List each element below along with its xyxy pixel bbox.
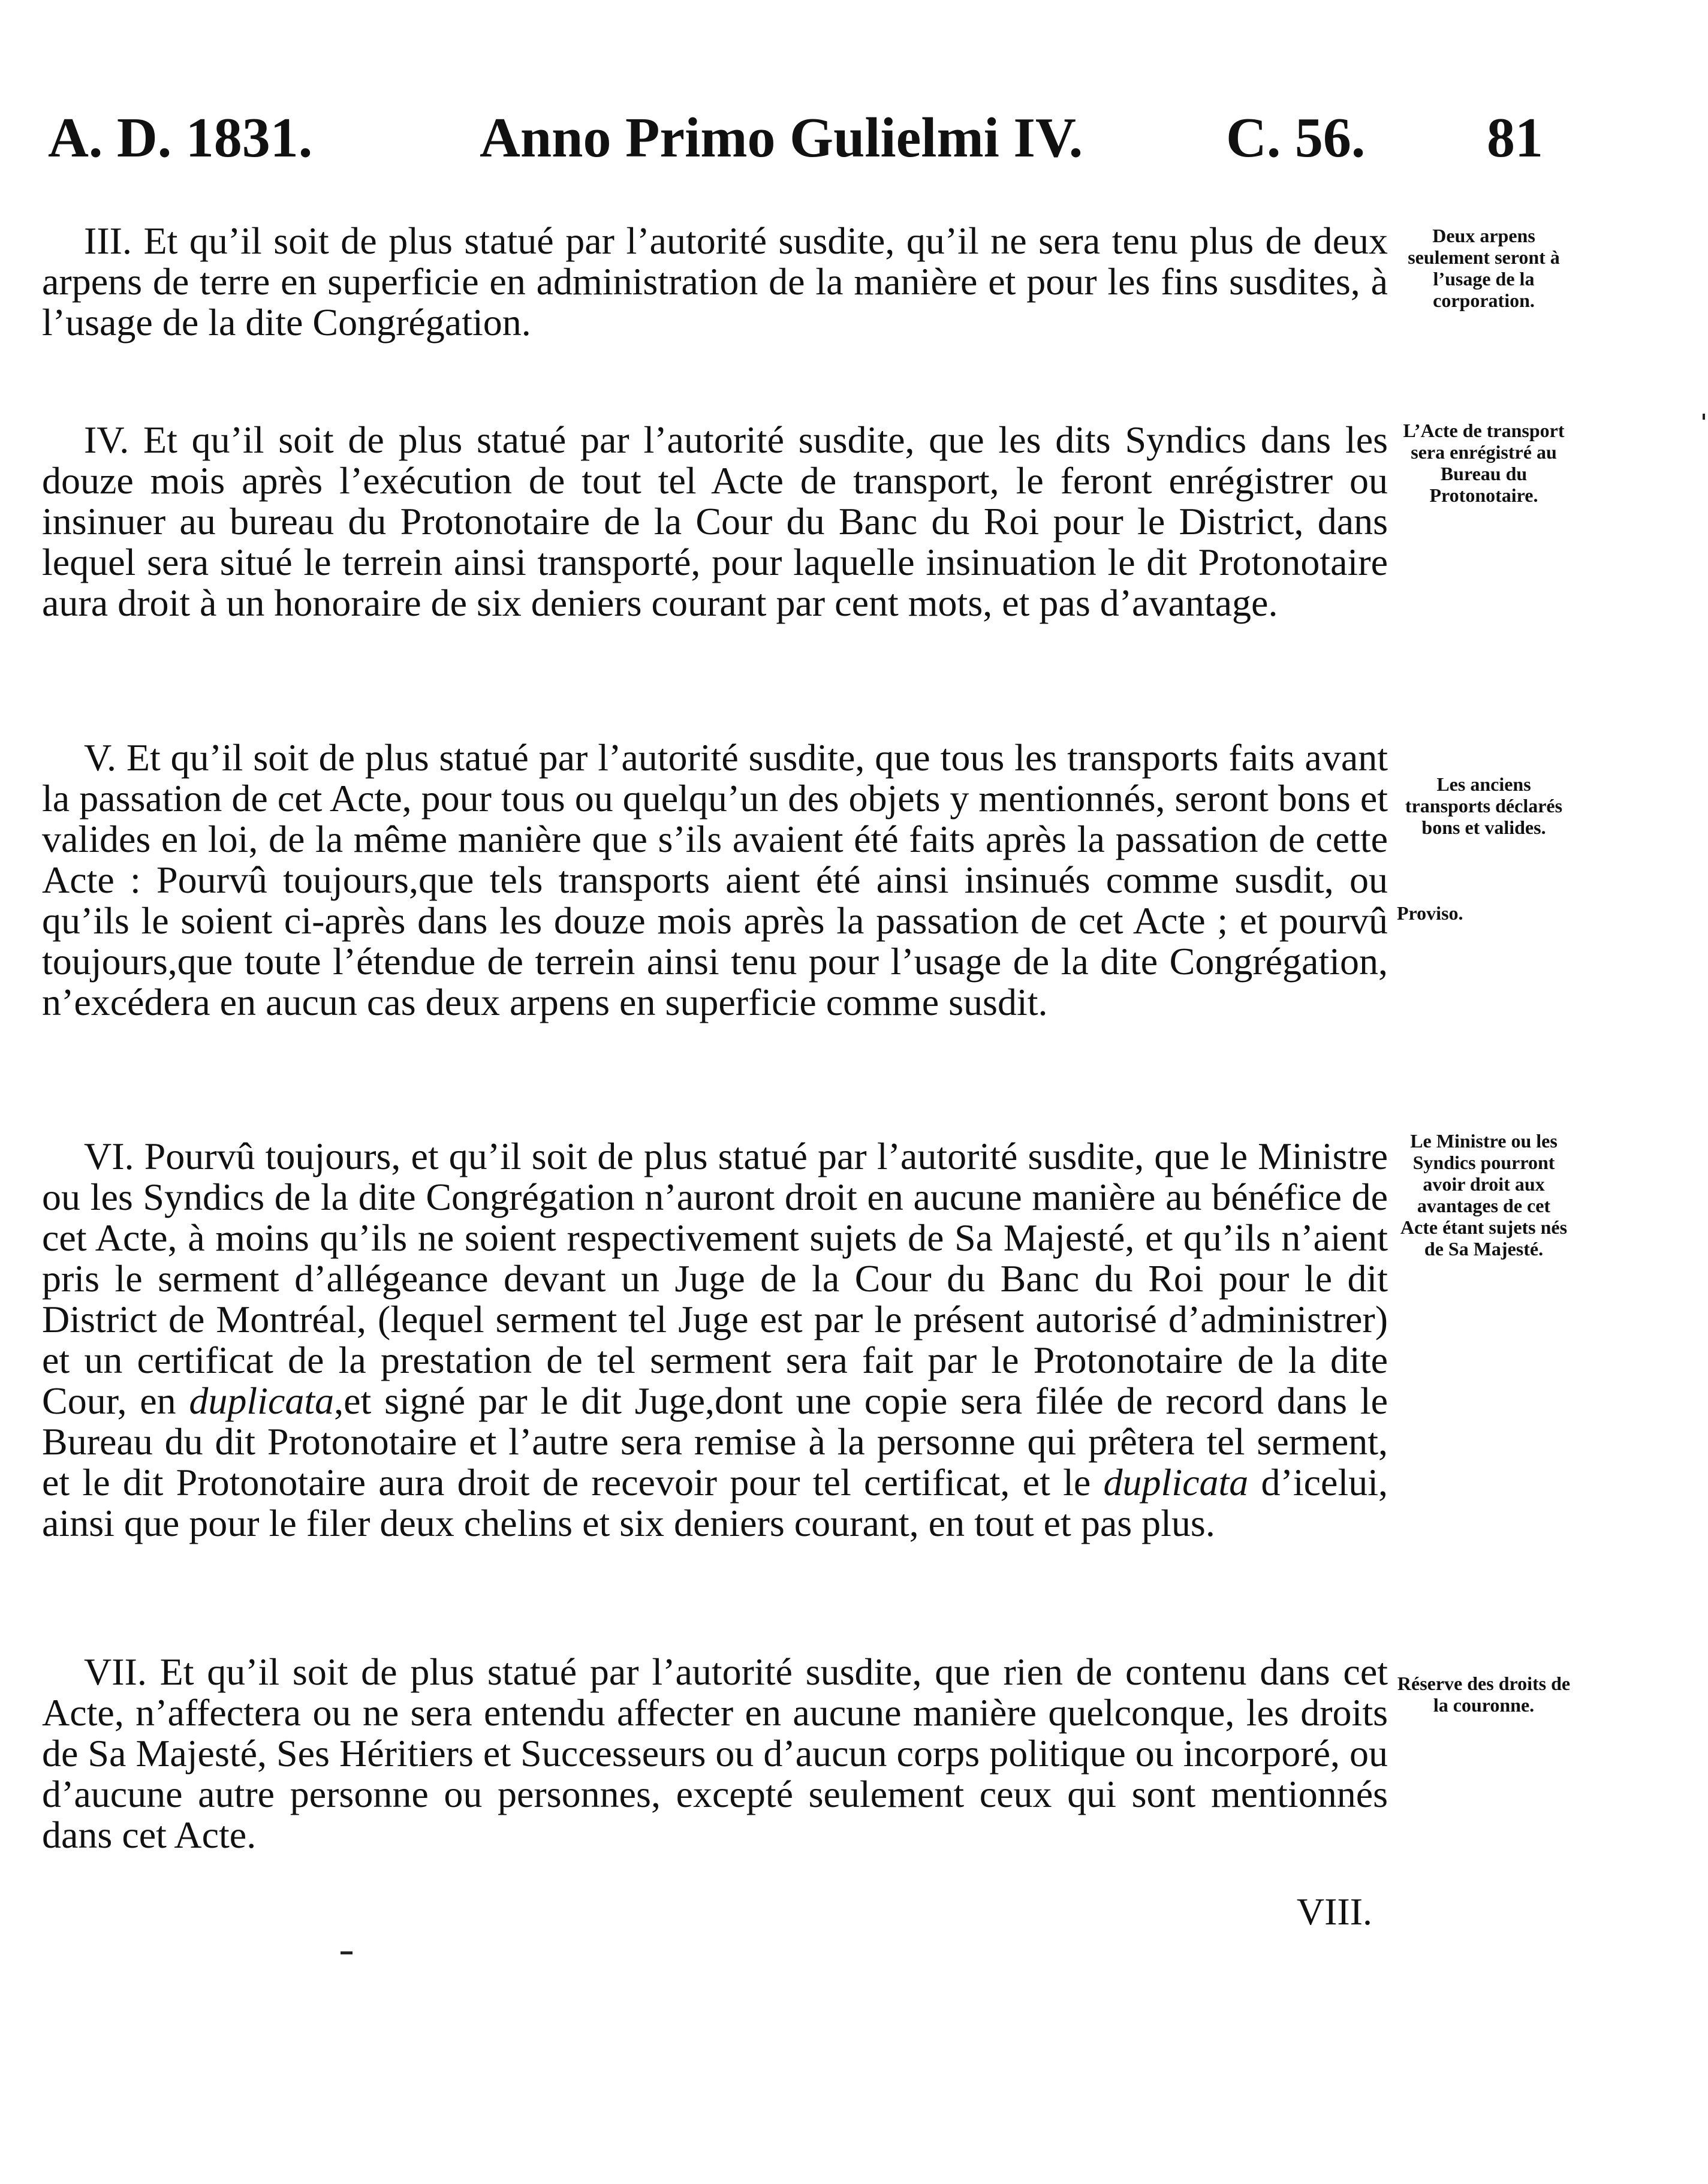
margin-note-vii: Réserve des droits de la couronne. xyxy=(1397,1673,1571,1716)
section-number: III. xyxy=(84,219,132,262)
margin-note-proviso: Proviso. xyxy=(1397,902,1463,924)
section-text-part: d’icelui, ainsi que pour le filer deux chelins et six deniers courant, en tout et pas plus. xyxy=(42,1461,1388,1544)
header-title: Anno Primo Gulielmi IV. xyxy=(480,107,1083,169)
section-text-part: ,et signé par le dit Juge,dont une copie sera filée de record dans le Bureau du dit Protonotaire et l’autre sera remise à la personne qui prêtera tel serment, et le dit Protonotaire aura droit de recevoir pour tel certificat, et le xyxy=(42,1379,1388,1504)
header-chapter: C. 56. xyxy=(1226,107,1366,169)
section-vii xyxy=(42,1652,1388,1855)
catchword: VIII. xyxy=(1296,1890,1372,1933)
section-v xyxy=(42,737,1388,1023)
italic-term: duplicata xyxy=(1103,1461,1249,1504)
section-number: VII. xyxy=(84,1650,147,1693)
section-text: Et qu’il soit de plus statué par l’autorité susdite, que les dits Syndics dans les douze mois après l’exécution de tout tel Acte de transport, le feront enrégistrer ou insinuer au bureau du Protonotaire de la Cour du Banc du Roi pour le District, dans lequel sera situé le terrein ainsi transporté, pour laquelle insinuation le dit Protonotaire aura droit à un honoraire de six deniers courant par cent mots, et pas d’avantage. xyxy=(42,418,1388,624)
running-header xyxy=(48,99,1607,177)
section-paragraph xyxy=(42,420,1388,623)
section-paragraph xyxy=(42,737,1388,1023)
section-iii xyxy=(42,221,1388,343)
section-number: V. xyxy=(84,736,116,779)
page-number: 81 xyxy=(1487,107,1543,169)
print-mark xyxy=(341,1951,353,1954)
section-iv xyxy=(42,420,1388,623)
section-text: Et qu’il soit de plus statué par l’autorité susdite, que tous les transports faits avant la passation de cet Acte, pour tous ou quelqu’un des objets y mentionnés, seront bons et valides en loi, de la même manière que s’ils avaient été faits après la passation de cette Acte : Pourvû toujours,que tels transports aient été ainsi insinués comme susdit, ou qu’ils le soient ci-après dans les douze mois après la passation de cet Acte ; et pourvû toujours,que toute l’étendue de terrein ainsi tenu pour l’usage de la dite Congrégation, n’excédera en aucun cas deux arpens en superficie comme susdit. xyxy=(42,736,1388,1023)
margin-note-iv: L’Acte de transport sera enrégistré au Bureau du Protonotaire. xyxy=(1403,420,1565,506)
section-paragraph xyxy=(42,1136,1388,1544)
print-mark xyxy=(1703,414,1705,420)
section-text-part: Pourvû toujours, et qu’il soit de plus statué par l’autorité susdite, que le Ministre ou les Syndics de la dite Congrégation n’auront droit en aucune manière au bénéfice de cet Acte, à moins qu’ils ne soient respectivement sujets de Sa Majesté, et qu’ils n’aient pris le serment d’allégeance devant un Juge de la Cour du Banc du Roi pour le dit District de Montréal, (lequel serment tel Juge est par le présent autorisé d’administrer) et un certificat de la prestation de tel serment sera fait par le Protonotaire de la dite Cour, en xyxy=(42,1135,1388,1422)
section-number: IV. xyxy=(84,418,129,461)
margin-note-iii: Deux arpens seulement seront à l’usage de la corporation. xyxy=(1408,225,1560,311)
section-paragraph xyxy=(42,221,1388,343)
section-vi xyxy=(42,1136,1388,1544)
margin-note-v: Les anciens transports déclarés bons et valides. xyxy=(1405,773,1563,838)
section-text: Et qu’il soit de plus statué par l’autorité susdite, que rien de contenu dans cet Acte, n’affectera ou ne sera entendu affecter en aucune manière quelconque, les droits de Sa Majesté, Ses Héritiers et Successeurs ou d’aucun corps politique ou incorporé, ou d’aucune autre personne ou personnes, excepté seulement ceux qui sont mentionnés dans cet Acte. xyxy=(42,1650,1388,1856)
section-paragraph xyxy=(42,1652,1388,1855)
header-year: A. D. 1831. xyxy=(48,107,313,169)
italic-term: duplicata xyxy=(189,1379,335,1422)
margin-note-vi: Le Ministre ou les Syndics pourront avoir droit aux avantages de cet Acte étant sujets nés de Sa Majesté. xyxy=(1400,1130,1568,1260)
section-number: VI. xyxy=(84,1135,134,1177)
section-text: Et qu’il soit de plus statué par l’autorité susdite, qu’il ne sera tenu plus de deux arpens de terre en superficie en administration de la manière et pour les fins susdites, à l’usage de la dite Congrégation. xyxy=(42,219,1388,344)
